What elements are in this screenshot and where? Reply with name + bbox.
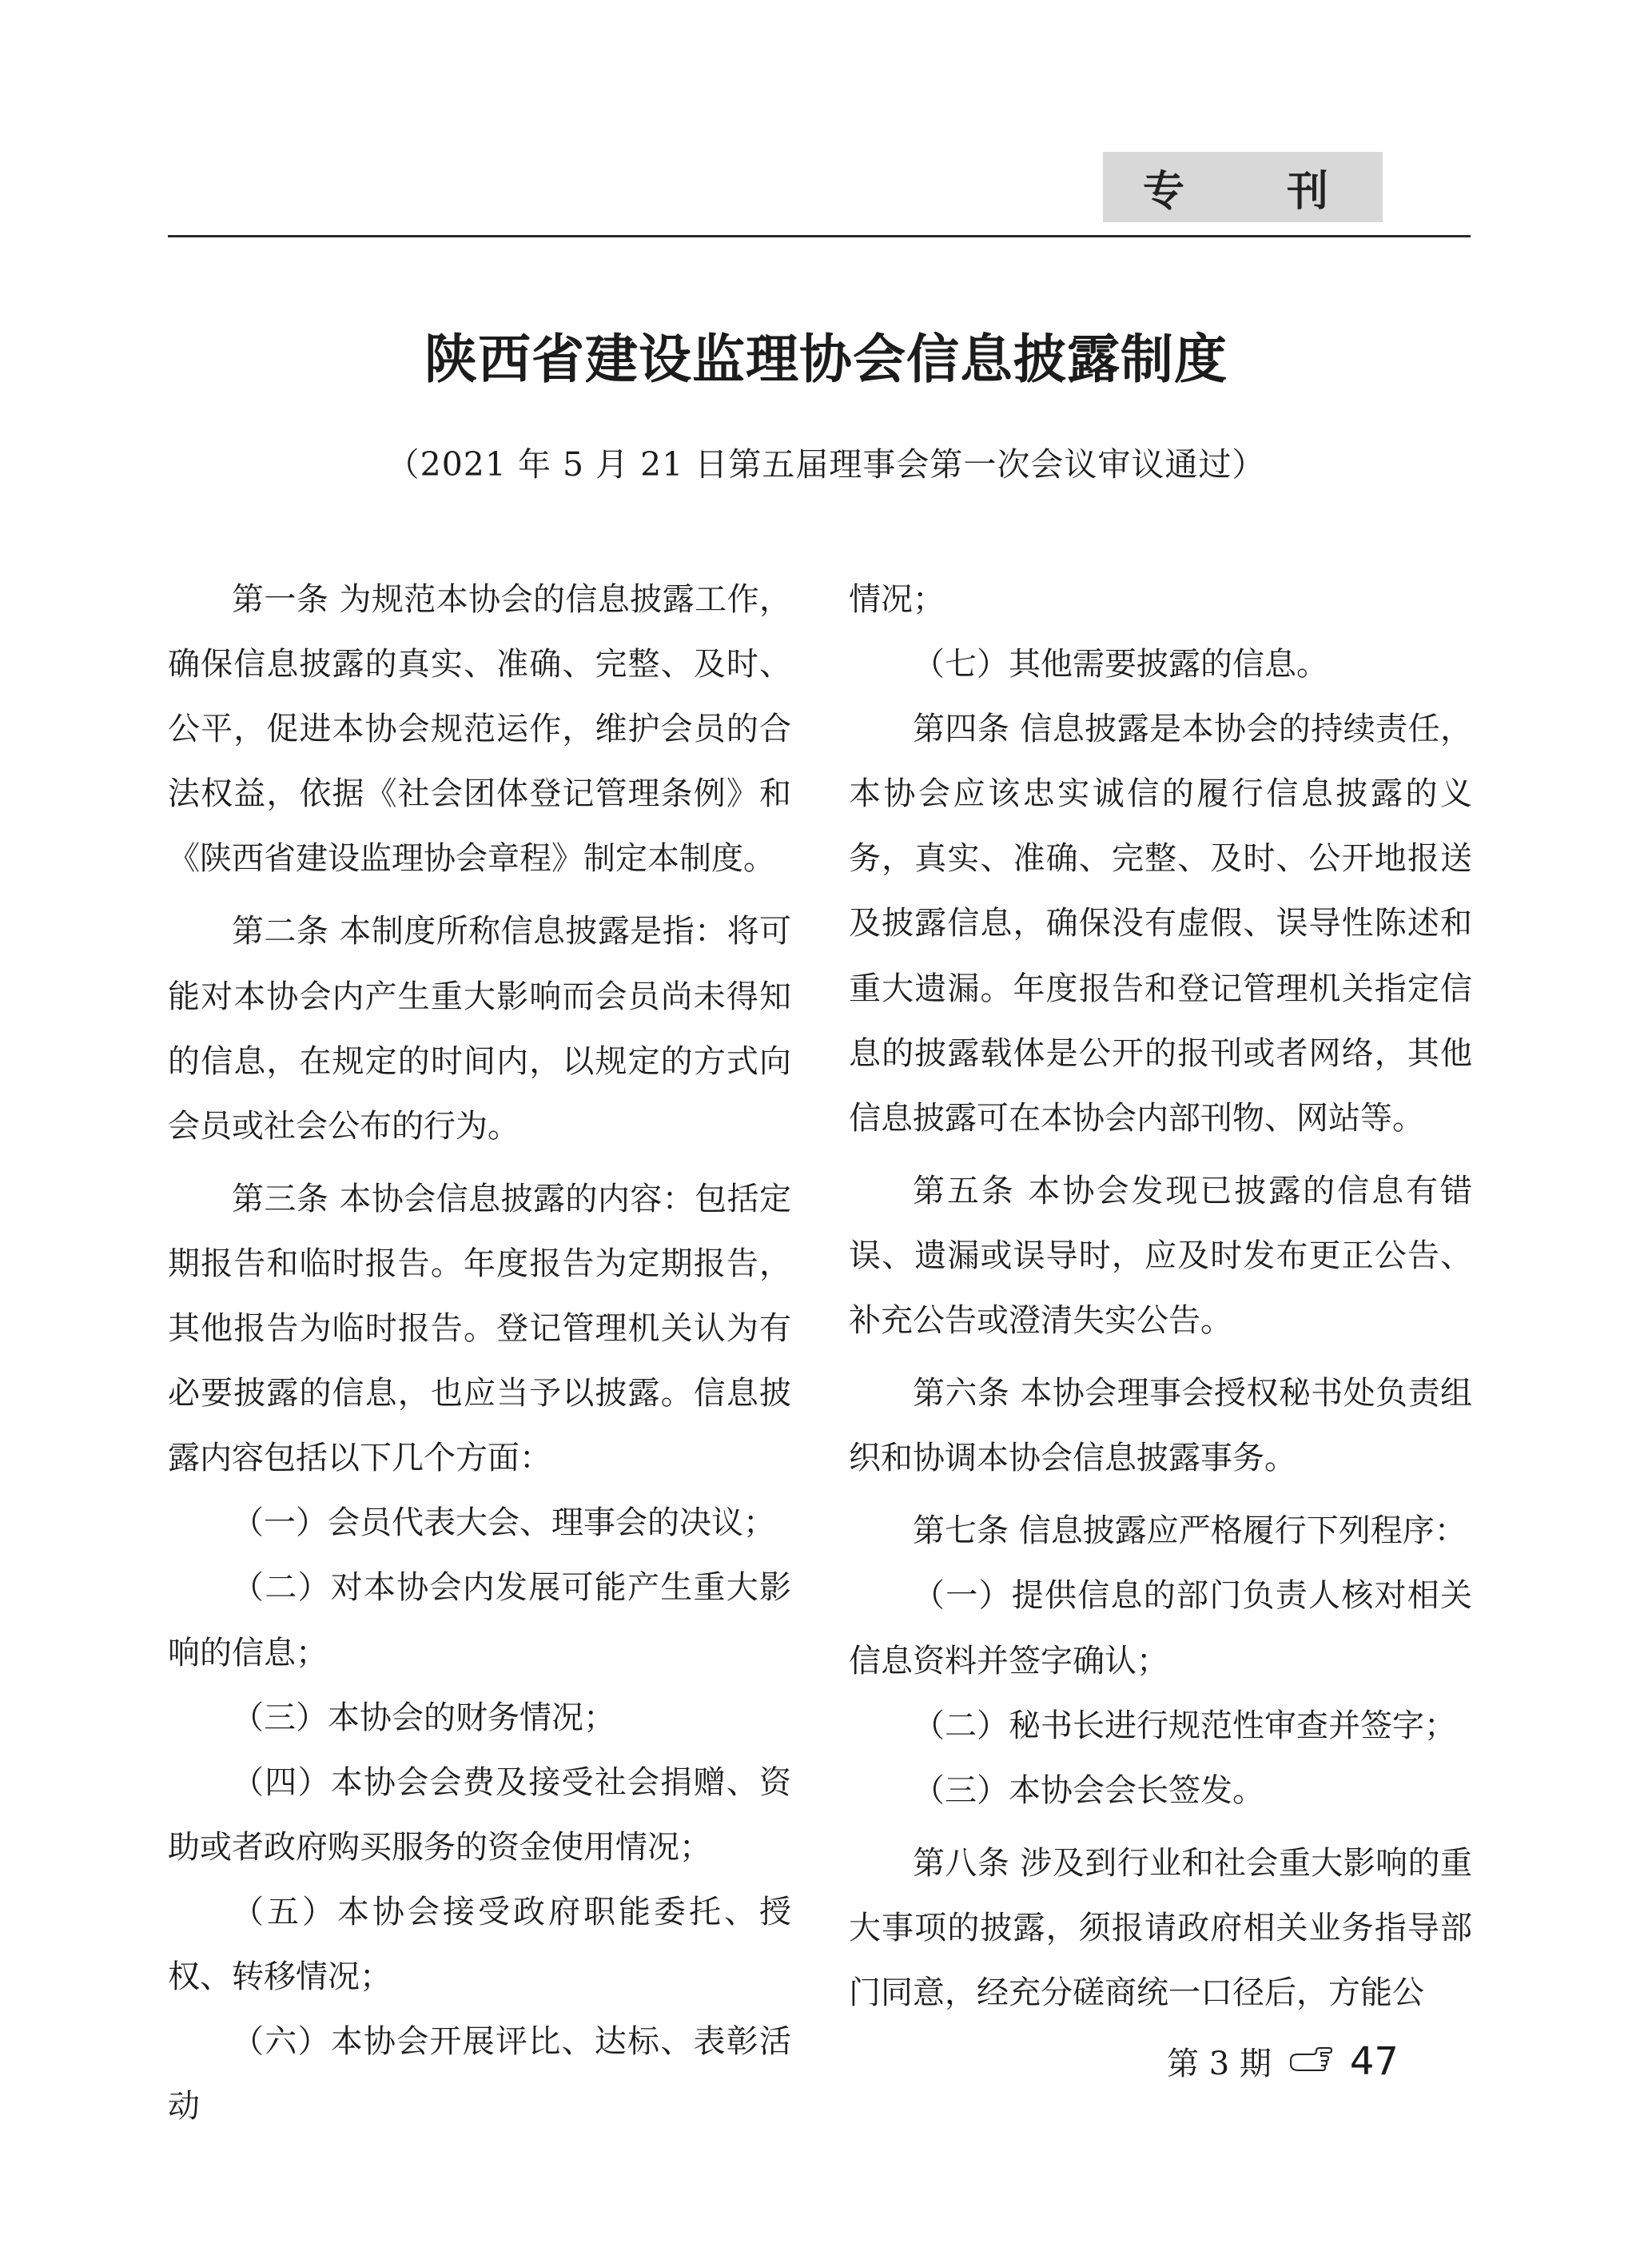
list-item: （六）本协会开展评比、达标、表彰活动 [168, 2023, 791, 2125]
paragraph: 第三条 本协会信息披露的内容：包括定期报告和临时报告。年度报告为定期报告，其他报告为临时报告。登记管理机关认为有必要披露的信息，也应当予以披露。信息披露内容包括以下几个方面： [168, 1180, 791, 1477]
pointing-hand-icon [1289, 2046, 1332, 2077]
paragraph-continuation: 情况； [849, 581, 945, 618]
issue-label: 第 3 期 [1167, 2046, 1272, 2082]
section-tag [1103, 152, 1383, 222]
list-item: （四）本协会会费及接受社会捐赠、资助或者政府购买服务的资金使用情况； [168, 1763, 791, 1866]
header-rule [168, 235, 1471, 237]
page-footer [1167, 2038, 1455, 2084]
list-item: （一）提供信息的部门负责人核对相关信息资料并签字确认； [849, 1577, 1472, 1679]
paragraph: 第二条 本制度所称信息披露是指：将可能对本协会内产生重大影响而会员尚未得知的信息，在规定的时间内，以规定的方式向会员或社会公布的行为。 [168, 913, 791, 1145]
page-number: 47 [1349, 2038, 1399, 2084]
section-tag-left: 专 [1143, 167, 1185, 216]
paragraph: 第七条 信息披露应严格履行下列程序： [913, 1512, 1467, 1550]
left-column [168, 568, 791, 2139]
paragraph: 第六条 本协会理事会授权秘书处负责组织和协调本协会信息披露事务。 [849, 1375, 1472, 1477]
list-item: （二）对本协会内发展可能产生重大影响的信息； [168, 1569, 791, 1671]
paragraph: 第一条 为规范本协会的信息披露工作，确保信息披露的真实、准确、完整、及时、公平，促进本协会规范运作，维护会员的合法权益，依据《社会团体登记管理条例》和《陕西省建设监理协会章程》制定本制度。 [168, 581, 791, 878]
article-title: 陕西省建设监理协会信息披露制度 [424, 328, 1228, 390]
list-item: （二）秘书长进行规范性审查并签字； [913, 1707, 1456, 1744]
list-item: （一）会员代表大会、理事会的决议； [232, 1504, 775, 1542]
list-item: （七）其他需要披露的信息。 [913, 646, 1328, 683]
article-subtitle: （2021 年 5 月 21 日第五届理事会第一次会议审议通过） [386, 445, 1266, 484]
section-tag-right: 刊 [1286, 167, 1328, 216]
right-column [849, 568, 1472, 2026]
list-item: （五）本协会接受政府职能委托、授权、转移情况； [168, 1893, 791, 1995]
list-item: （三）本协会的财务情况； [232, 1699, 615, 1736]
paragraph: 第八条 涉及到行业和社会重大影响的重大事项的披露，须报请政府相关业务指导部门同意，经充分磋商统一口径后，方能公 [849, 1844, 1472, 2011]
paragraph: 第四条 信息披露是本协会的持续责任，本协会应该忠实诚信的履行信息披露的义务，真实、准确、完整、及时、公开地报送及披露信息，确保没有虚假、误导性陈述和重大遗漏。年度报告和登记管理机关指定信息的披露载体是公开的报刊或者网络，其他信息披露可在本协会内部刊物、网站等。 [849, 711, 1472, 1137]
paragraph: 第五条 本协会发现已披露的信息有错误、遗漏或误导时，应及时发布更正公告、补充公告或澄清失实公告。 [849, 1172, 1472, 1340]
list-item: （三）本协会会长签发。 [913, 1771, 1264, 1809]
